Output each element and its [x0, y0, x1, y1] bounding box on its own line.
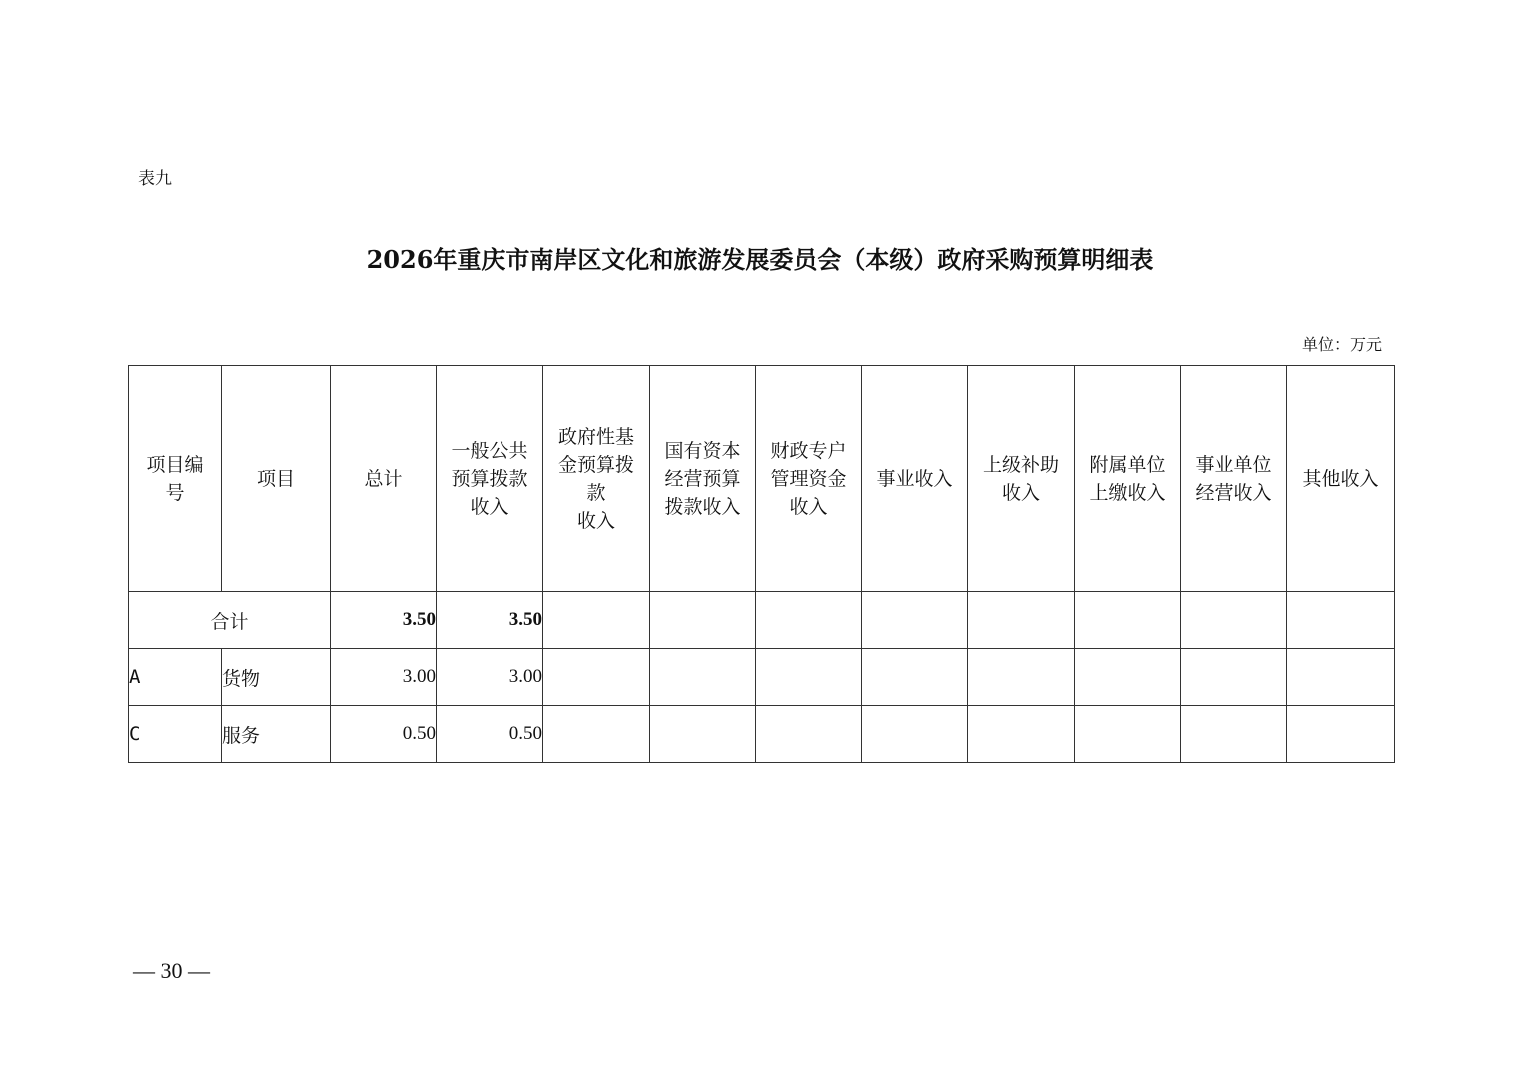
header-cell: 项目编 号: [129, 366, 222, 592]
item-general-budget: 3.00: [437, 649, 543, 706]
total-amount: 3.50: [331, 592, 437, 649]
unit-label: 单位：万元: [1301, 335, 1382, 354]
table-row: [129, 649, 1395, 706]
document-title: 2026年重庆市南岸区文化和旅游发展委员会（本级）政府采购预算明细表: [366, 245, 1154, 274]
header-cell: 财政专户 管理资金 收入: [756, 366, 862, 592]
header-cell: 总计: [331, 366, 437, 592]
header-cell: 一般公共 预算拨款 收入: [437, 366, 543, 592]
header-cell: 事业单位 经营收入: [1181, 366, 1287, 592]
table-number: 表九: [138, 169, 172, 189]
item-code: A: [129, 649, 222, 706]
header-cell: 其他收入: [1287, 366, 1395, 592]
total-row: [129, 592, 1395, 649]
procurement-budget-table: [128, 365, 1395, 763]
item-name: 服务: [222, 706, 331, 763]
page-number: — 30 —: [133, 958, 210, 983]
header-row: [129, 366, 1395, 592]
table-row: [129, 706, 1395, 763]
total-label: 合计: [129, 592, 331, 649]
item-total: 0.50: [331, 706, 437, 763]
item-general-budget: 0.50: [437, 706, 543, 763]
header-cell: 政府性基 金预算拨 款 收入: [543, 366, 650, 592]
header-cell: 项目: [222, 366, 331, 592]
header-cell: 国有资本 经营预算 拨款收入: [650, 366, 756, 592]
item-name: 货物: [222, 649, 331, 706]
header-cell: 上级补助 收入: [968, 366, 1075, 592]
header-cell: 事业收入: [862, 366, 968, 592]
item-total: 3.00: [331, 649, 437, 706]
item-code: C: [129, 706, 222, 763]
header-cell: 附属单位 上缴收入: [1075, 366, 1181, 592]
total-general-budget: 3.50: [437, 592, 543, 649]
